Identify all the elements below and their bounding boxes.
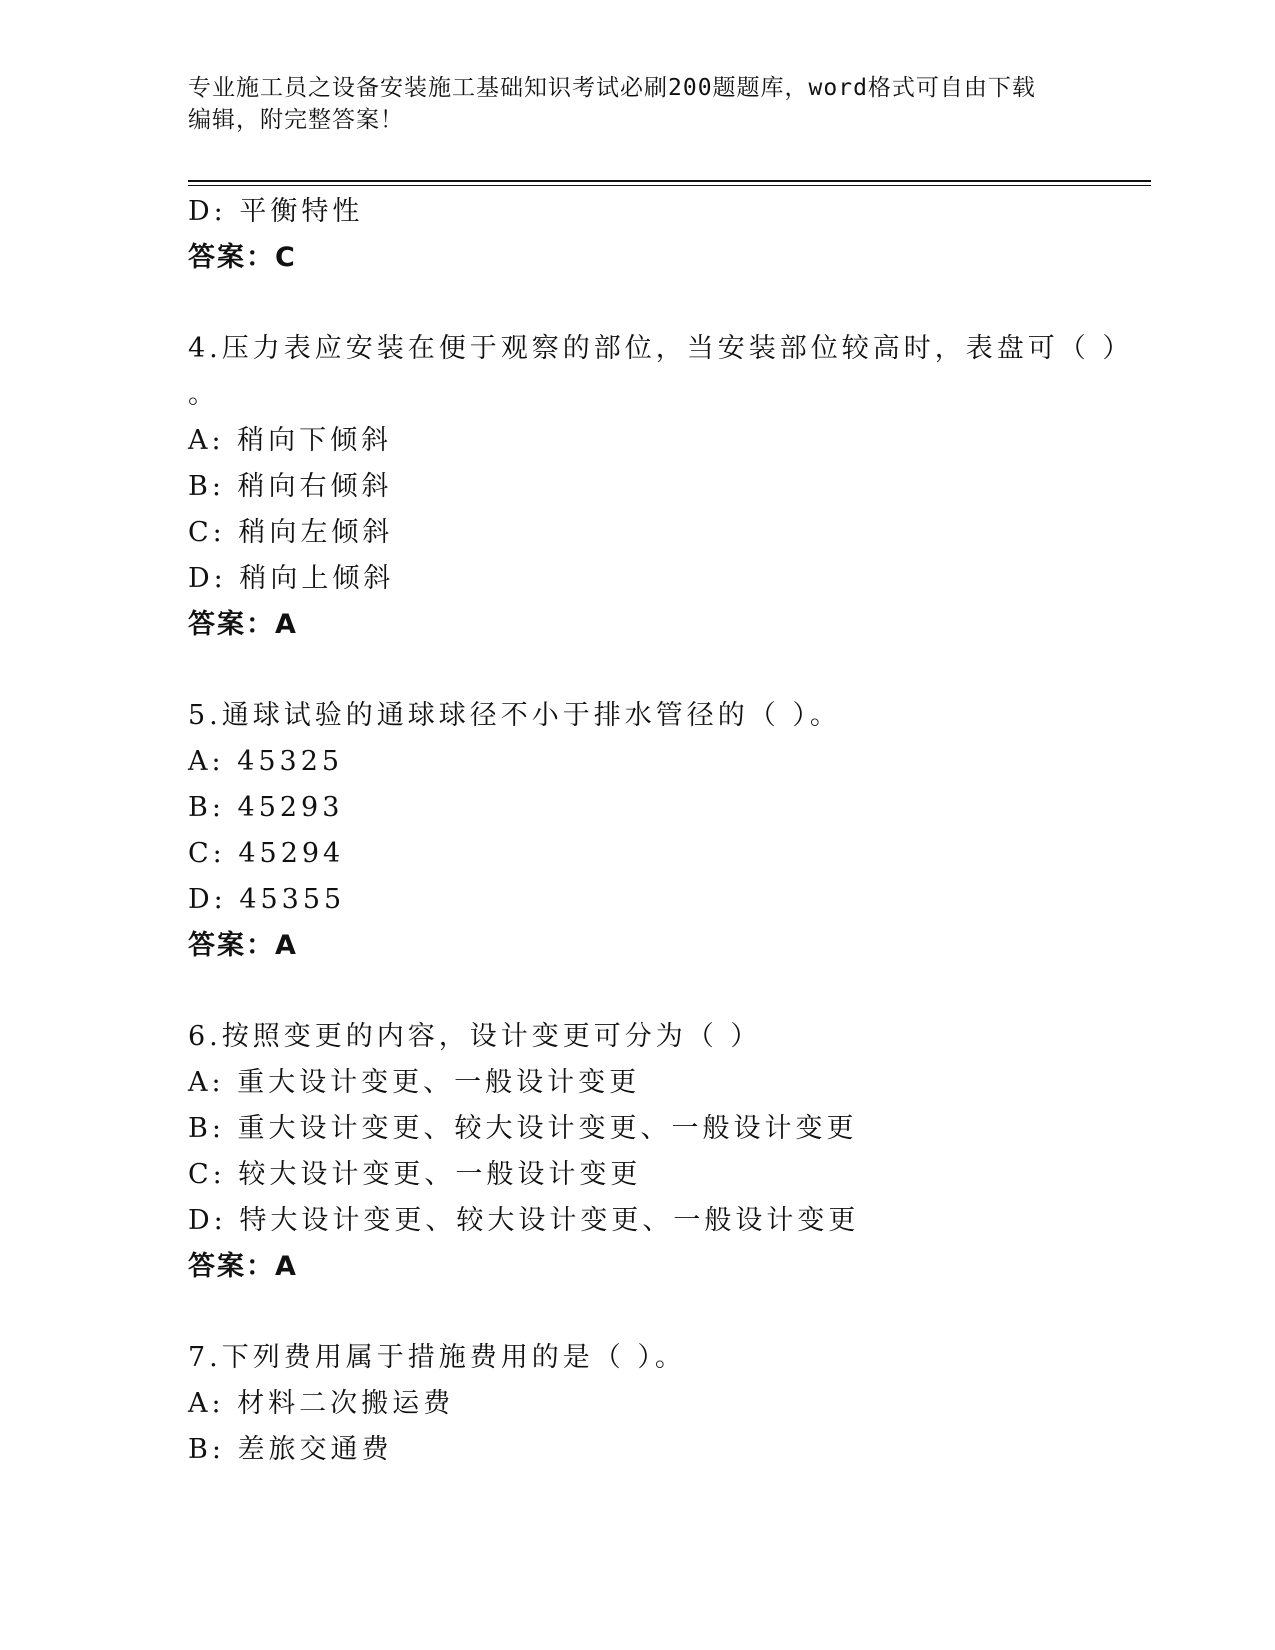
option-c: C: 较大设计变更、一般设计变更 [188, 1159, 642, 1190]
option-a: A: 稍向下倾斜 [188, 425, 393, 456]
question-text: 7.下列费用属于措施费用的是（ ）。 [188, 1342, 686, 1373]
question-4 [188, 326, 1151, 648]
answer-label: 答案：A [188, 1251, 298, 1282]
option-b: B: 45293 [188, 792, 344, 823]
question-text: 5.通球试验的通球球径不小于排水管径的（ ）。 [188, 700, 841, 731]
header-rule-thick [188, 180, 1151, 182]
option-c: C: 45294 [188, 838, 345, 869]
option-d: D: 稍向上倾斜 [188, 563, 395, 594]
option-d: D: 平衡特性 [188, 196, 364, 227]
option-a: A: 材料二次搬运费 [188, 1388, 455, 1419]
option-a: A: 重大设计变更、一般设计变更 [188, 1067, 641, 1098]
header-line-1: 专业施工员之设备安装施工基础知识考试必刷200题题库，word格式可自由下载 [188, 75, 1036, 101]
option-d: D: 特大设计变更、较大设计变更、一般设计变更 [188, 1205, 860, 1236]
question-text: 4.压力表应安装在便于观察的部位，当安装部位较高时，表盘可（ ） [188, 333, 1134, 364]
spacer [188, 648, 1151, 693]
question-list [188, 189, 1151, 1473]
option-b: B: 重大设计变更、较大设计变更、一般设计变更 [188, 1113, 858, 1144]
question-text-continued: 。 [188, 379, 219, 410]
option-b: B: 差旅交通费 [188, 1434, 393, 1465]
option-b: B: 稍向右倾斜 [188, 471, 393, 502]
answer-label: 答案：C [188, 242, 297, 273]
question-7 [188, 1335, 1151, 1473]
question-5 [188, 693, 1151, 969]
spacer [188, 969, 1151, 1014]
question-6 [188, 1014, 1151, 1290]
option-d: D: 45355 [188, 884, 346, 915]
question-text: 6.按照变更的内容，设计变更可分为（ ） [188, 1021, 762, 1052]
option-a: A: 45325 [188, 746, 344, 777]
header-line-2: 编辑，附完整答案！ [188, 107, 404, 133]
spacer [188, 281, 1151, 326]
header-rule-thin [188, 185, 1151, 186]
spacer [188, 1290, 1151, 1335]
option-c: C: 稍向左倾斜 [188, 517, 394, 548]
answer-label: 答案：A [188, 930, 298, 961]
answer-label: 答案：A [188, 609, 298, 640]
question-3 [188, 189, 1151, 281]
document-header [188, 72, 1068, 136]
